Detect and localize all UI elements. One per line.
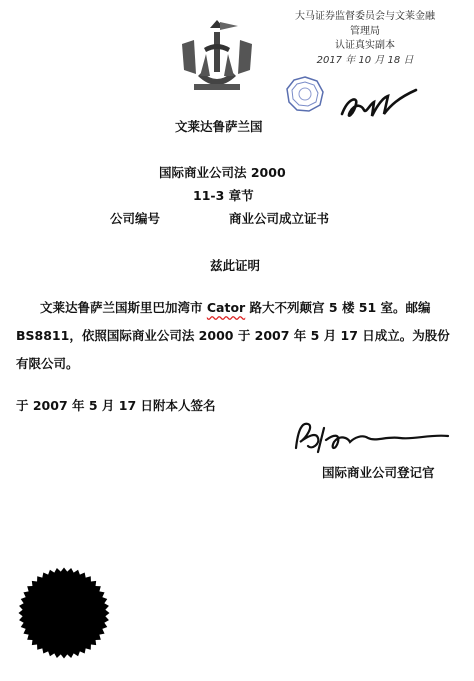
act-title: 国际商业公司法 2000 [159, 165, 286, 180]
company-number-label: 公司编号 [110, 211, 161, 226]
stamp-line-3: 认证真实副本 [335, 40, 395, 51]
certify-heading: 兹此证明 [210, 258, 261, 273]
signed-date-line: 于 2007 年 5 月 17 日附本人签名 [16, 398, 216, 413]
signature-top-icon [336, 84, 422, 126]
registrar-title: 国际商业公司登记官 [322, 465, 435, 480]
stamp-line-2: 管理局 [350, 25, 380, 37]
blue-seal-icon [286, 76, 324, 112]
stamp-line-1: 大马证券监督委员会与文莱金融 [295, 11, 435, 22]
body-text-2: 路大不列颠宫 5 楼 51 室。邮编 BS8811，依照国际商业公司法 2000 于 2007 年 5 月 17 日成立。为股份有限公司。 [16, 300, 450, 371]
registrar-signature-icon [290, 420, 460, 456]
certificate-title: 商业公司成立证书 [229, 211, 330, 226]
black-seal-icon [18, 567, 110, 659]
body-text-1: 文莱达鲁萨兰国斯里巴加湾市 [40, 300, 207, 315]
certificate-body [16, 294, 456, 378]
authentication-stamp [268, 10, 462, 68]
brunei-emblem-icon [176, 14, 258, 96]
chapter-label: 11-3 章节 [193, 188, 254, 203]
stamp-date: 2017 年 10 月 18 日 [316, 54, 414, 66]
country-name: 文莱达鲁萨兰国 [175, 119, 263, 134]
street-name: Cator [206, 300, 246, 315]
